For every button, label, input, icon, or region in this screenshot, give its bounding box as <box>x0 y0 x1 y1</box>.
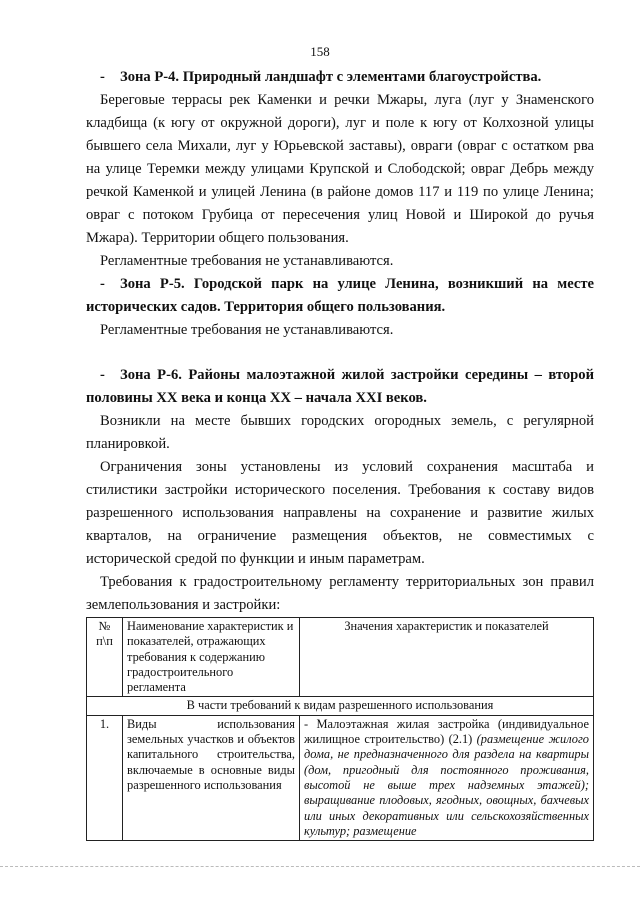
row-value-plain: - Малоэтажная жилая застройка (индивидуальное жилищное строительство) (2.1) <box>304 716 589 747</box>
zone-p4-requirements: Регламентные требования не устанавливаются. <box>100 253 394 269</box>
zone-p6-limits: Ограничения зоны установлены из условий сохранения масштаба и стилистики застройки исторического поселения. Требования к составу видов разрешенного использования направлены на сохранение и развитие жилых кварталов, на ограничение размещения объектов, не совместимых с исторической средой по функции и иным параметрам. <box>86 459 594 567</box>
zone-p4-heading: - Зона Р-4. Природный ландшафт с элементами благоустройства. <box>100 69 542 85</box>
table-row <box>87 715 594 840</box>
row-num: 1. <box>87 715 123 840</box>
zone-p4-title: Зона Р-4. Природный ландшафт с элементами благоустройства. <box>120 69 542 85</box>
table-section-title: В части требований к видам разрешенного использования <box>87 697 594 715</box>
zone-p5-title: Зона Р-5. Городской парк на улице Ленина, возникший на месте исторических садов. Территория общего пользования. <box>86 276 594 315</box>
zone-p5-requirements: Регламентные требования не устанавливаются. <box>100 322 394 338</box>
zone-p6-origin: Возникли на месте бывших городских огородных земель, с регулярной планировкой. <box>86 413 594 452</box>
table-header-row <box>87 618 594 697</box>
row-name: Виды использования земельных участков и объектов капитального строительства, включаемые в основные виды разрешенного использования <box>123 715 300 840</box>
document-body <box>86 66 594 841</box>
zone-p6-title: Зона Р-6. Районы малоэтажной жилой застройки середины – второй половины XX века и конца XX – начала XXI веков. <box>86 367 594 406</box>
row-value <box>300 715 594 840</box>
requirements-table <box>86 617 594 841</box>
table-section-row <box>87 697 594 715</box>
header-name: Наименование характеристик и показателей, отражающих требования к содержанию градостроительного регламента <box>123 618 300 697</box>
row-value-italic: (размещение жилого дома, не предназначенного для раздела на квартиры (дом, пригодный для постоянного проживания, высотой не выше трех надземных этажей); выращивание плодовых, ягодных, овощных, бахчевых или иных декоративных или сельскохозяйственных культур; размещение <box>304 732 589 838</box>
zone-p5-heading: - Зона Р-5. Городской парк на улице Ленина, возникший на месте исторических садов. Территория общего пользования. <box>86 276 594 315</box>
header-num: № п\п <box>87 618 123 697</box>
zone-p6-intro: Требования к градостроительному регламенту территориальных зон правил землепользования и застройки: <box>86 574 594 613</box>
header-values: Значения характеристик и показателей <box>300 618 594 697</box>
spacer <box>86 342 594 364</box>
page-bottom-divider <box>0 866 640 867</box>
zone-p6-heading: - Зона Р-6. Районы малоэтажной жилой застройки середины – второй половины XX века и конца XX – начала XXI веков. <box>86 367 594 406</box>
page-number: 158 <box>310 44 330 59</box>
zone-p4-description: Береговые террасы рек Каменки и речки Мжары, луга (луг у Знаменского кладбища (к югу от окружной дороги), луг и поле к югу от Колхозной улицы бывшего села Михали, луг у Юрьевской заставы), овраги (овраг с остатком рва на улице Теремки между улицами Крупской и Слободской; овраг Дебрь между речкой Каменкой и улицей Ленина (в районе домов 117 и 119 по улице Ленина; овраг с потоком Грубица от пересечения улиц Новой и Широкой до ручья Мжара). Территории общего пользования. <box>86 92 594 246</box>
